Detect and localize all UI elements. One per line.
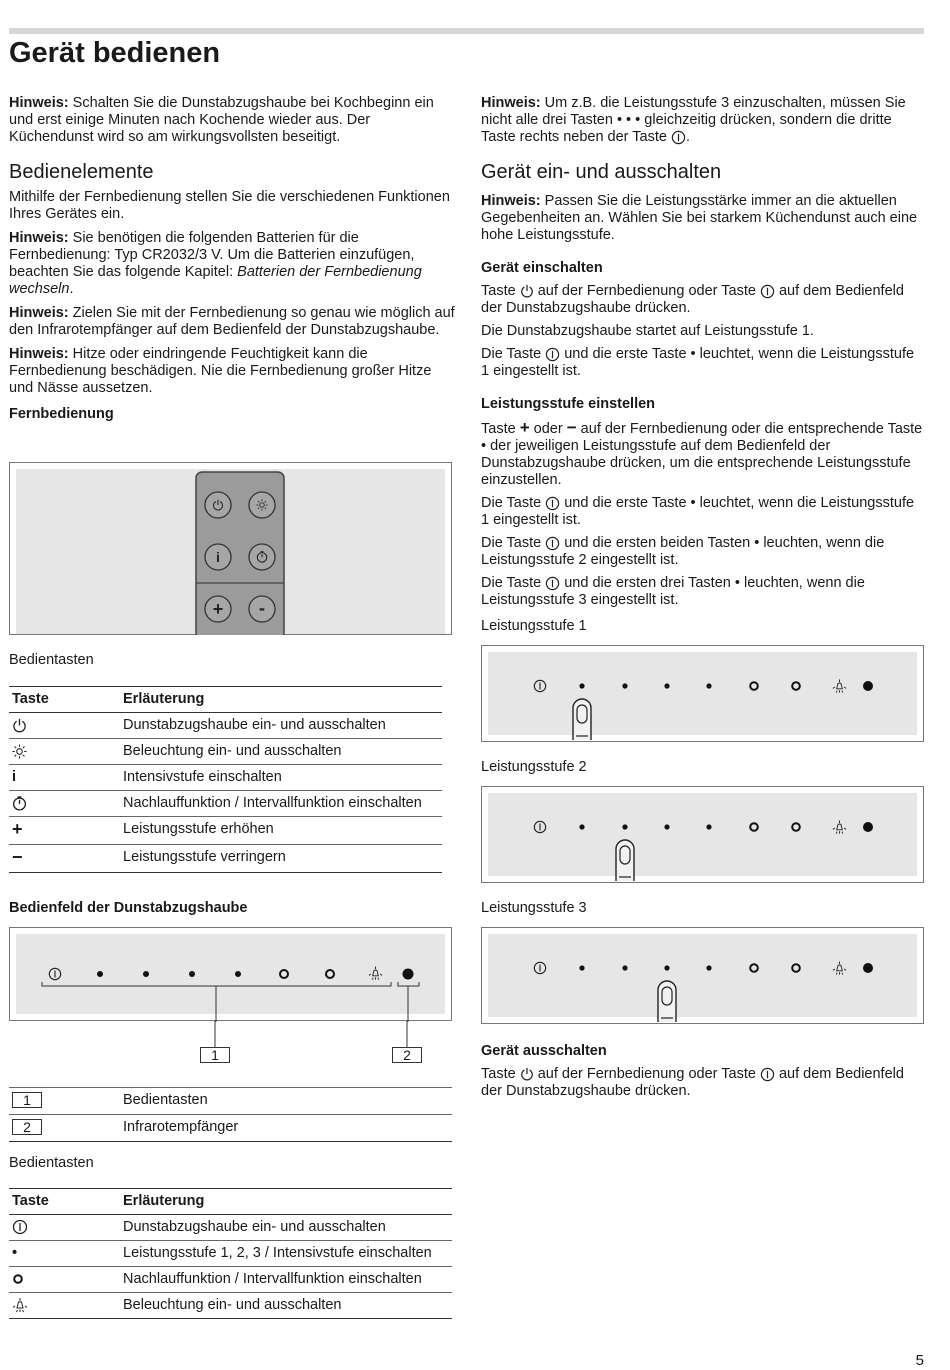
col-erlaeuterung-header: Erläuterung (120, 1189, 452, 1215)
callout-1: 1 (200, 1047, 230, 1063)
text: Taste (481, 421, 520, 437)
text: Taste (481, 283, 520, 299)
level-panel-illustration (482, 928, 925, 1025)
level-paragraph-1 (481, 419, 926, 489)
level-panel-illustration (482, 646, 925, 743)
table-row (9, 1241, 452, 1267)
infrared-receiver-icon (863, 681, 873, 691)
table-row (9, 1267, 452, 1293)
row-description: Dunstabzugshaube ein- und ausschalten (120, 1215, 452, 1241)
note-end: . (685, 129, 690, 145)
level1-figure (481, 645, 924, 742)
level-panel-illustration (482, 787, 925, 884)
note-text: Zielen Sie mit der Fernbedienung so genau wie möglich auf den Infrarotempfänger auf dem Bedienfeld der Dunstabzugshaube. (9, 305, 455, 338)
level-dot-icon (622, 683, 627, 688)
ring-icon (792, 823, 800, 831)
ring-icon (792, 964, 800, 972)
power-icon (760, 284, 775, 299)
table-row (9, 765, 442, 791)
light-icon (12, 1297, 28, 1313)
light-icon (833, 679, 846, 692)
power-icon (520, 1067, 534, 1081)
section-title-ein-aus: Gerät ein- und ausschalten (481, 161, 722, 183)
level-dot-icon (579, 824, 584, 829)
panel-caption: Bedientasten (9, 1155, 94, 1171)
text: Taste (481, 1066, 520, 1082)
callout-number: 1 (12, 1092, 42, 1108)
level1-caption: Leistungsstufe 1 (481, 618, 587, 634)
table-row (9, 1115, 452, 1142)
light-icon (833, 961, 846, 974)
row-description: Intensivstufe einschalten (120, 765, 442, 791)
remote-caption: Bedientasten (9, 652, 94, 668)
note-label: Hinweis: (9, 346, 69, 362)
finger-press-icon (616, 840, 634, 881)
row-description: Leistungsstufe erhöhen (120, 817, 442, 845)
text: Die Taste (481, 346, 546, 362)
svg-text:+: + (212, 599, 224, 619)
remote-figure (9, 462, 452, 635)
level-dot-icon (706, 824, 711, 829)
text: und die ersten beiden Tasten • leuchten, wenn die Leistungsstufe 2 eingestellt ist. (481, 535, 885, 568)
col-taste-header: Taste (9, 1189, 120, 1215)
on-paragraph-1 (481, 283, 926, 317)
table-row (9, 1293, 452, 1319)
note-level3 (481, 95, 926, 146)
text: Die Taste (481, 495, 546, 511)
off-section (481, 1043, 926, 1100)
power-icon (671, 130, 686, 145)
off-paragraph (481, 1066, 926, 1100)
power-icon (545, 536, 560, 551)
remote-key-table (9, 686, 442, 873)
callout-2: 2 (392, 1047, 422, 1063)
intensive-icon: i (12, 769, 17, 785)
level-dot-icon (664, 683, 669, 688)
table-row (9, 739, 442, 765)
text: oder (529, 421, 567, 437)
level-dot-icon (579, 965, 584, 970)
callout-line-1 (214, 1021, 216, 1048)
panel-key-table (9, 1188, 452, 1319)
level-paragraph-3 (481, 535, 926, 569)
off-heading: Gerät ausschalten (481, 1043, 607, 1059)
table-header-row (9, 1189, 452, 1215)
text: auf dem Bedienfeld der Dunstabzugshaube drücken. (481, 283, 904, 316)
svg-text:-: - (259, 598, 265, 618)
light-icon (12, 744, 27, 759)
on-paragraph-2: Die Dunstabzugshaube startet auf Leistungsstufe 1. (481, 323, 814, 339)
infrared-receiver-icon (863, 963, 873, 973)
power-icon (534, 821, 545, 832)
note-2 (9, 230, 455, 298)
infrared-receiver-icon (863, 822, 873, 832)
timer-icon (12, 796, 27, 811)
note-text: Passen Sie die Leistungsstärke immer an die aktuellen Gegebenheiten an. Wählen Sie bei starkem Küchendunst auch eine hohe Leistungsstufe. (481, 193, 918, 243)
ring-icon (750, 964, 758, 972)
finger-press-icon (658, 981, 676, 1022)
row-description: Leistungsstufe verringern (120, 845, 442, 873)
power-icon (545, 496, 560, 511)
callout-line-2 (406, 1021, 408, 1048)
hood-panel-illustration (10, 928, 453, 1022)
table-row (9, 1088, 452, 1115)
power-icon (534, 962, 545, 973)
note-text: Hitze oder eindringende Feuchtigkeit kann die Fernbedienung beschädigen. Nie die Fernbedienung großer Hitze und Nässe aussetzen. (9, 346, 432, 396)
note-text: gleichzeitig drücken, sondern die dritte Taste rechts neben der Taste (481, 112, 892, 145)
level2-caption: Leistungsstufe 2 (481, 759, 587, 775)
text: Die Taste (481, 535, 546, 551)
level-dot-icon (664, 965, 669, 970)
level-heading: Leistungsstufe einstellen (481, 396, 656, 412)
power-icon (12, 1219, 28, 1235)
row-description: Infrarotempfänger (120, 1115, 452, 1142)
note-text: Schalten Sie die Dunstabzugshaube bei Kochbeginn ein und erst einige Minuten nach Kochende wieder aus. Der Küchendunst wird so am wirkungsvollsten beseitigt. (9, 95, 434, 145)
text: auf dem Bedienfeld der Dunstabzugshaube drücken. (481, 1066, 904, 1099)
power-icon (534, 680, 545, 691)
table-row (9, 713, 442, 739)
row-description: Dunstabzugshaube ein- und ausschalten (120, 713, 442, 739)
note-label: Hinweis: (9, 95, 69, 111)
row-description: Nachlauffunktion / Intervallfunktion einschalten (120, 1267, 452, 1293)
remote-heading: Fernbedienung (9, 406, 114, 422)
plus-icon: + (519, 418, 530, 437)
hood-panel-figure (9, 927, 452, 1021)
level-dot-icon (706, 683, 711, 688)
row-description: Beleuchtung ein- und ausschalten (120, 739, 442, 765)
note-power-level (481, 193, 926, 244)
note-label: Hinweis: (481, 193, 541, 209)
table-row (9, 845, 442, 873)
remote-control-illustration (194, 471, 286, 635)
level-dot-icon (622, 965, 627, 970)
text: auf der Fernbedienung oder Taste (533, 283, 760, 299)
note-label: Hinweis: (9, 305, 69, 321)
light-icon (833, 820, 846, 833)
level-dot-icon (579, 683, 584, 688)
table-row (9, 791, 442, 817)
power-icon (545, 576, 560, 591)
level-dot-icon (706, 965, 711, 970)
row-description: Bedientasten (120, 1088, 452, 1115)
minus-icon: − (12, 847, 23, 867)
ring-icon (750, 823, 758, 831)
dot-icon: • (12, 1245, 18, 1261)
note-text: Um z.B. die Leistungsstufe 3 einzuschalten, müssen Sie nicht alle drei Tasten (481, 95, 906, 128)
text: auf der Fernbedienung oder Taste (533, 1066, 760, 1082)
callout-number: 2 (12, 1119, 42, 1135)
note-3 (9, 305, 455, 339)
text: und die erste Taste • leuchtet, wenn die Leistungsstufe 1 eingestellt ist. (481, 495, 915, 528)
note-label: Hinweis: (481, 95, 541, 111)
text: und die ersten drei Tasten • leuchten, wenn die Leistungsstufe 3 eingestellt ist. (481, 575, 865, 608)
power-icon (545, 347, 560, 362)
power-icon (12, 718, 27, 733)
power-icon (520, 284, 534, 298)
col-erlaeuterung-header: Erläuterung (120, 687, 442, 713)
section-title-bedienelemente: Bedienelemente (9, 161, 154, 183)
left-column (9, 95, 455, 423)
level2-figure (481, 786, 924, 883)
row-description: Leistungsstufe 1, 2, 3 / Intensivstufe einschalten (120, 1241, 452, 1267)
col-taste-header: Taste (9, 687, 120, 713)
table-row (9, 817, 442, 845)
page-title: Gerät bedienen (9, 37, 221, 69)
ring-icon (792, 682, 800, 690)
row-description: Beleuchtung ein- und ausschalten (120, 1293, 452, 1319)
dots-icon: • • • (616, 112, 641, 128)
row-description: Nachlauffunktion / Intervallfunktion einschalten (120, 791, 442, 817)
level3-figure (481, 927, 924, 1024)
page-number: 5 (915, 1352, 924, 1369)
note-label: Hinweis: (9, 230, 69, 246)
header-rule (9, 28, 924, 34)
level-dot-icon (622, 824, 627, 829)
finger-press-icon (573, 699, 591, 740)
on-paragraph-3 (481, 346, 926, 380)
ring-icon (12, 1273, 24, 1285)
note-1 (9, 95, 455, 146)
minus-icon: − (566, 418, 577, 437)
level-paragraph-2 (481, 495, 926, 529)
level-paragraph-4 (481, 575, 926, 609)
text: Die Taste (481, 575, 546, 591)
plus-icon: + (12, 819, 23, 839)
note-text: Sie benötigen die folgenden Batterien für die Fernbedienung: Typ CR2032/3 V. Um die Batterien einzufügen, beachten Sie das folgende Kapitel: (9, 230, 415, 280)
level3-caption: Leistungsstufe 3 (481, 900, 587, 916)
table-header-row (9, 687, 442, 713)
svg-text:i: i (216, 549, 220, 565)
note-end: . (69, 281, 74, 297)
chapter-reference: Batterien der Fernbedienung wechseln (9, 264, 422, 297)
note-4 (9, 346, 455, 397)
panel-heading: Bedienfeld der Dunstabzugshaube (9, 900, 248, 916)
on-heading: Gerät einschalten (481, 260, 603, 276)
level-dot-icon (664, 824, 669, 829)
table-row (9, 1215, 452, 1241)
ring-icon (750, 682, 758, 690)
power-icon (760, 1067, 775, 1082)
right-column (481, 95, 926, 609)
text: und die erste Taste • leuchtet, wenn die Leistungsstufe 1 eingestellt ist. (481, 346, 915, 379)
callout-table (9, 1087, 452, 1142)
text: auf der Fernbedienung oder die entsprechende Taste • der jeweiligen Leistungsstufe auf dem Bedienfeld der Dunstabzugshaube drücken, um die entsprechende Leistungsstufe einzustellen. (481, 421, 923, 488)
intro-text: Mithilfe der Fernbedienung stellen Sie die verschiedenen Funktionen Ihres Gerätes ein. (9, 189, 450, 222)
